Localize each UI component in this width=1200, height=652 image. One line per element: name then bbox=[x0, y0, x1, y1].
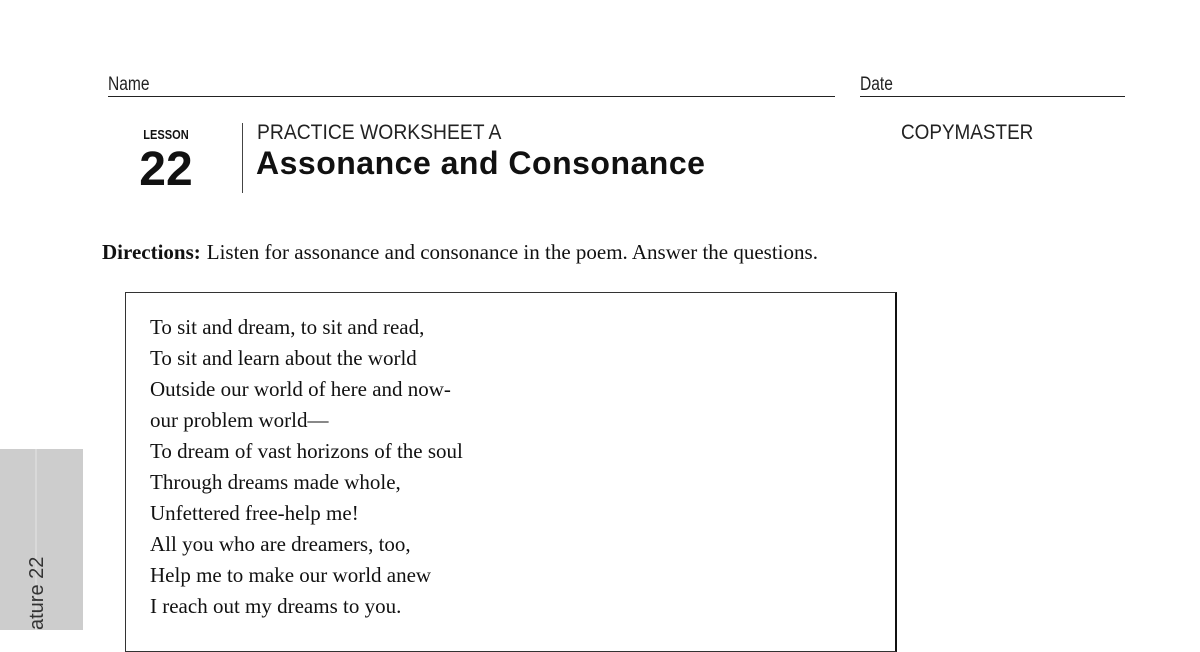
side-tab-label: ature 22 bbox=[26, 556, 48, 630]
poem-line: our problem world— bbox=[150, 408, 329, 432]
name-field-line[interactable] bbox=[108, 96, 835, 97]
name-field-label: Name bbox=[108, 74, 150, 95]
directions-label: Directions: bbox=[102, 240, 201, 264]
poem-line: I reach out my dreams to you. bbox=[150, 594, 402, 618]
directions bbox=[102, 240, 818, 265]
poem-line: Unfettered free-help me! bbox=[150, 501, 359, 525]
poem bbox=[150, 312, 463, 622]
header-divider bbox=[242, 123, 243, 193]
date-field-label: Date bbox=[860, 74, 893, 95]
poem-line: To dream of vast horizons of the soul bbox=[150, 439, 463, 463]
worksheet-type: PRACTICE WORKSHEET A bbox=[257, 121, 502, 144]
poem-line: To sit and dream, to sit and read, bbox=[150, 315, 425, 339]
poem-line: To sit and learn about the world bbox=[150, 346, 417, 370]
page-title: Assonance and Consonance bbox=[256, 145, 706, 181]
poem-line: All you who are dreamers, too, bbox=[150, 532, 411, 556]
lesson-number: 22 bbox=[139, 143, 193, 196]
directions-text: Listen for assonance and consonance in the poem. Answer the questions. bbox=[206, 240, 818, 264]
copymaster-tag: COPYMASTER bbox=[901, 121, 1034, 144]
poem-line: Outside our world of here and now- bbox=[150, 377, 451, 401]
poem-line: Help me to make our world anew bbox=[150, 563, 432, 587]
date-field-line[interactable] bbox=[860, 96, 1125, 97]
lesson-label: LESSON bbox=[143, 127, 189, 142]
poem-line: Through dreams made whole, bbox=[150, 470, 401, 494]
